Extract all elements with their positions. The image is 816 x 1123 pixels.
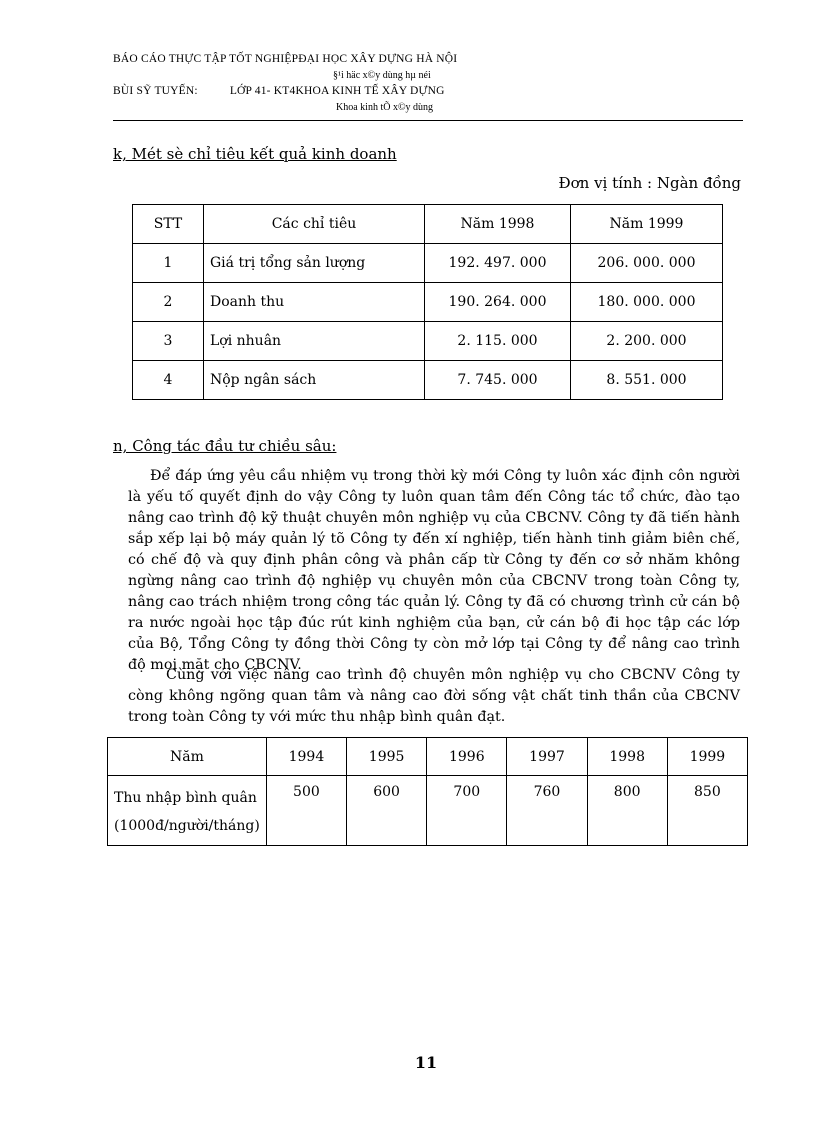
page-number: 11 <box>414 1053 438 1072</box>
section-title-business-results: k, Mét sè chỉ tiêu kết quả kinh doanh <box>113 145 397 163</box>
income-label-cell <box>108 776 267 846</box>
income-value-cell: 600 <box>347 776 427 846</box>
table-cell: 190. 264. 000 <box>425 283 571 322</box>
year-cell: 1994 <box>266 738 346 776</box>
table-cell: 2. 115. 000 <box>425 322 571 361</box>
table-cell: 192. 497. 000 <box>425 244 571 283</box>
year-cell: 1995 <box>347 738 427 776</box>
header-author: BÙI SỸ TUYẾN: <box>113 85 198 97</box>
income-value-cell: 500 <box>266 776 346 846</box>
table-cell: Doanh thu <box>204 283 425 322</box>
year-cell: 1999 <box>667 738 747 776</box>
unit-label: Đơn vị tính : Ngàn đồng <box>558 174 741 192</box>
body-paragraph-2: Cùng với việc nâng cao trình độ chuyên môn nghiệp vụ cho CBCNV Công ty còng không ngõng quan tâm và nâng cao đời sống vật chất tinh thần của CBCNV trong toàn Công ty với mức thu nhập bình quân đạt. <box>128 667 740 725</box>
year-cell: 1998 <box>587 738 667 776</box>
table-cell: 180. 000. 000 <box>571 283 723 322</box>
table-row <box>133 361 723 400</box>
table-row <box>108 776 748 846</box>
table-cell: 2 <box>133 283 204 322</box>
table-cell: Lợi nhuân <box>204 322 425 361</box>
header-line-4: Khoa kinh tÕ x©y dùng <box>336 102 434 113</box>
income-label-line-2: (1000đ/người/tháng) <box>114 818 260 834</box>
table-cell: Giá trị tổng sản lượng <box>204 244 425 283</box>
table-header-cell: Các chỉ tiêu <box>204 205 425 244</box>
header-line-3 <box>113 85 445 97</box>
body-paragraph-1: Để đáp ứng yêu cầu nhiệm vụ trong thời kỳ mới Công ty luôn xác định côn người là yếu tố quyết định do vậy Công ty luôn quan tâm đến Công tác tổ chức, đào tạo nâng cao trình độ kỹ thuật chuyên môn nghiệp vụ của CBCNV. Công ty đã tiến hành sắp xếp lại bộ máy quản lý tõ Công ty đến xí nghiệp, tiến hành tinh giảm biên chế, có chế độ và quy định phân công và phân cấp từ Công ty đến cơ sở nhăm không ngừng nâng cao trình độ nghiệp vụ chuyên môn của CBCNV trong toàn Công ty, nâng cao trách nhiệm trong công tác quản lý. Công ty đã có chương trình cử cán bộ ra nước ngoài học tập đúc rút kinh nghiệm của bạn, cử cán bộ đi học tập các lớp của Bộ, Tổng Công ty đồng thời Công ty còn mở lớp tại Công ty để nâng cao trình độ mọi mặt cho CBCNV. <box>128 468 740 673</box>
average-income-table <box>107 737 748 846</box>
table-row <box>133 244 723 283</box>
business-results-table <box>132 204 723 400</box>
section-title-investment: n, Công tác đầu tư chiều sâu: <box>113 437 337 455</box>
year-label-cell: Năm <box>108 738 267 776</box>
table-cell: 206. 000. 000 <box>571 244 723 283</box>
income-value-cell: 760 <box>507 776 587 846</box>
year-cell: 1997 <box>507 738 587 776</box>
table-cell: 8. 551. 000 <box>571 361 723 400</box>
table-header-cell: Năm 1999 <box>571 205 723 244</box>
header-line-1: BÁO CÁO THỰC TẬP TỐT NGHIỆPĐẠI HỌC XÂY DỰNG HÀ NỘI <box>113 53 458 65</box>
table-cell: 1 <box>133 244 204 283</box>
table-cell: 2. 200. 000 <box>571 322 723 361</box>
table-row <box>133 283 723 322</box>
running-header <box>113 50 743 121</box>
table-header-cell: STT <box>133 205 204 244</box>
year-cell: 1996 <box>427 738 507 776</box>
table-header-cell: Năm 1998 <box>425 205 571 244</box>
header-class: LỚP 41- KT4KHOA KINH TẾ XÂY DỰNG <box>229 85 445 97</box>
table-cell: Nộp ngân sách <box>204 361 425 400</box>
table-header-row <box>133 205 723 244</box>
table-cell: 7. 745. 000 <box>425 361 571 400</box>
table-row <box>133 322 723 361</box>
table-cell: 4 <box>133 361 204 400</box>
header-line-2: §¹i häc x©y dùng hµ néi <box>333 70 431 81</box>
table-header-row <box>108 738 748 776</box>
income-value-cell: 700 <box>427 776 507 846</box>
table-cell: 3 <box>133 322 204 361</box>
income-value-cell: 800 <box>587 776 667 846</box>
income-value-cell: 850 <box>667 776 747 846</box>
income-label-line-1: Thu nhập bình quân <box>114 790 257 806</box>
